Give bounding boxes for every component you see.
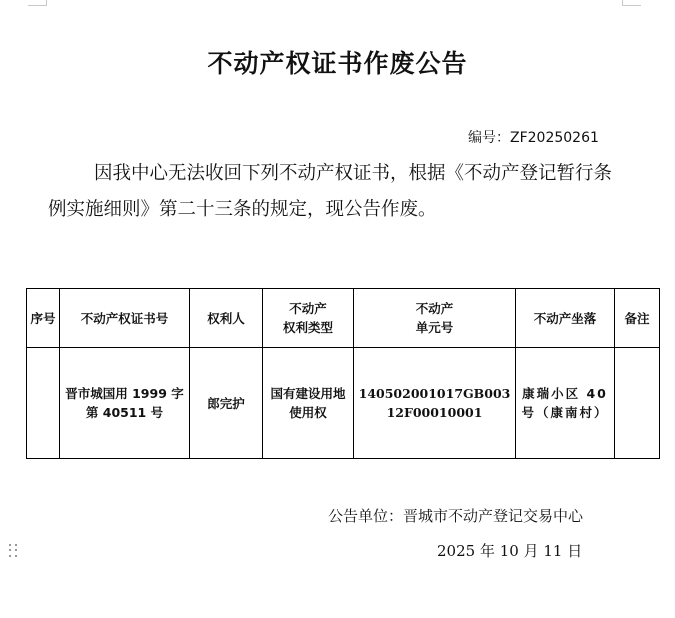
header-remark: 备注 [615, 289, 660, 348]
header-holder: 权利人 [190, 289, 263, 348]
header-unit-no [354, 289, 516, 348]
header-cert-no: 不动产权证书号 [60, 289, 190, 348]
table-row [27, 348, 660, 459]
cell-unit-no: 140502001017GB00312F00010001 [354, 348, 516, 459]
document-title: 不动产权证书作废公告 [207, 49, 468, 78]
header-right-type-line1: 不动产 [289, 301, 327, 316]
page-corner-mark-right [622, 0, 641, 6]
publisher-line: 公告单位：晋城市不动产登记交易中心 [328, 507, 584, 525]
table-header-row [27, 289, 660, 348]
cell-holder: 郎完护 [190, 348, 263, 459]
cell-location: 康瑞小区 40 号（康南村） [516, 348, 615, 459]
header-right-type [263, 289, 354, 348]
header-right-type-line2: 权利类型 [282, 320, 333, 335]
publish-date: 2025 年 10 月 11 日 [437, 542, 583, 560]
drag-handle-icon[interactable] [9, 544, 19, 558]
cell-seq [27, 348, 60, 459]
header-seq: 序号 [27, 289, 60, 348]
header-unit-no-line2: 单元号 [415, 320, 454, 335]
page-corner-mark-left [28, 0, 47, 6]
cell-cert-no: 晋市城国用 1999 字第 40511 号 [60, 348, 190, 459]
header-unit-no-line1: 不动产 [415, 301, 454, 316]
document-number: 编号：ZF20250261 [468, 130, 599, 146]
notice-body-text: 因我中心无法收回下列不动产权证书，根据《不动产登记暂行条例实施细则》第二十三条的规定，现公告作废。 [48, 163, 613, 220]
cell-right-type: 国有建设用地使用权 [263, 348, 354, 459]
certificate-table [26, 288, 660, 459]
header-location: 不动产坐落 [516, 289, 615, 348]
cell-remark [615, 348, 660, 459]
